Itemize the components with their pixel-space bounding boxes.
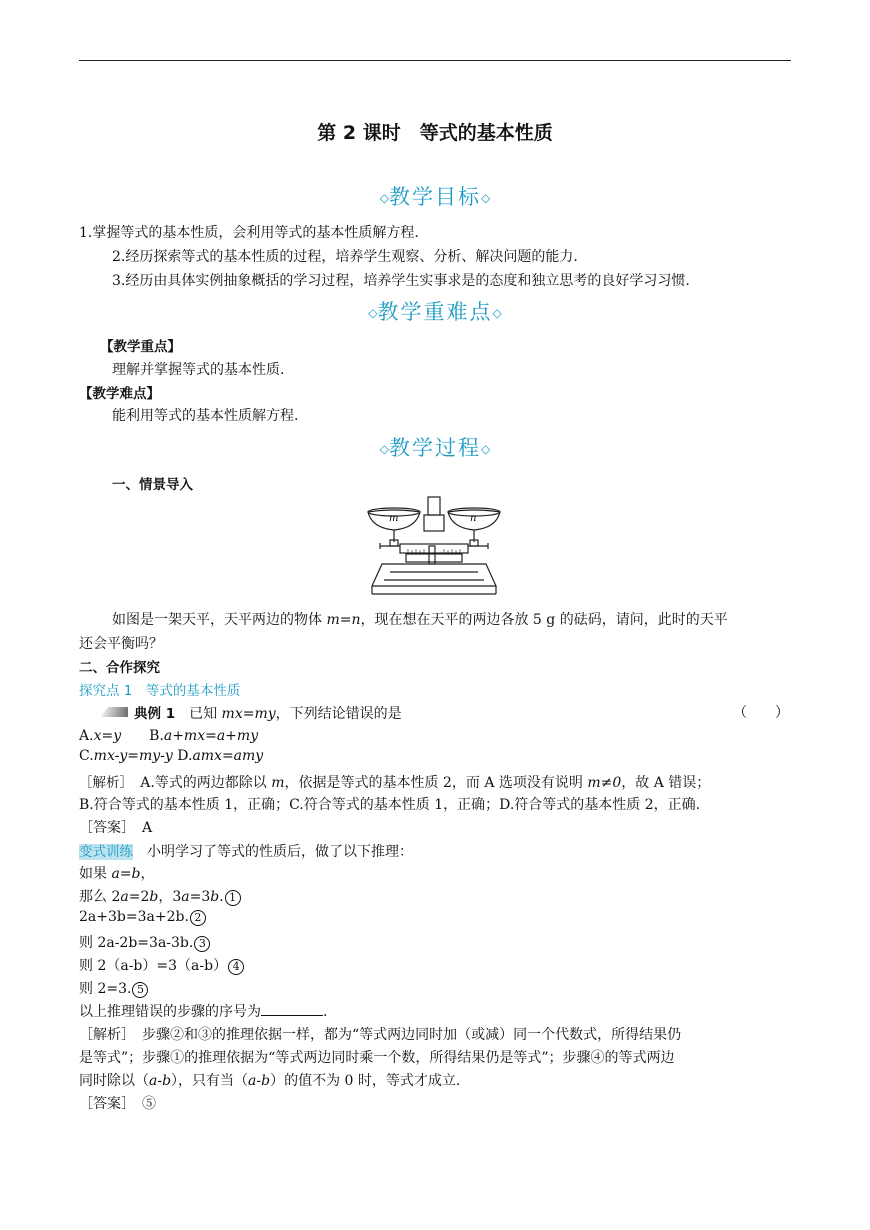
right-pan-label: n bbox=[470, 513, 477, 524]
answer-value: A bbox=[142, 820, 153, 836]
diamond-icon: ◇ bbox=[481, 442, 491, 456]
example-analysis-line2: B.符合等式的基本性质 1，正确；C.符合等式的基本性质 1，正确；D.符合等式的基本性质 2，正确. bbox=[79, 797, 701, 813]
diamond-icon: ◇ bbox=[368, 306, 378, 320]
example-label: 典例 1 bbox=[134, 706, 176, 722]
variant-l2a: 那么 2 bbox=[79, 889, 121, 905]
step-1-marker: 1 bbox=[225, 890, 241, 906]
difficulty-label: 【教学难点】 bbox=[79, 386, 160, 402]
variant-analysis-3d: a-b bbox=[248, 1073, 271, 1089]
part1-text-line2: 还会平衡吗？ bbox=[79, 636, 163, 652]
variant-line-3 bbox=[79, 909, 206, 926]
analysis-1c: ，故 A 错误； bbox=[621, 775, 711, 791]
variant-answer-label: ［答案］ bbox=[79, 1096, 128, 1112]
variant-analysis-label: ［解析］ bbox=[79, 1027, 128, 1043]
variant-l1a: 如果 bbox=[79, 866, 112, 882]
part1-text-b: ，现在想在天平的两边各放 5 g 的砝码，请问，此时的天平 bbox=[360, 612, 728, 628]
variant-question-end: . bbox=[323, 1004, 328, 1020]
variant-line-5 bbox=[79, 955, 244, 975]
part1-equation: m=n bbox=[326, 612, 361, 628]
diamond-icon: ◇ bbox=[481, 191, 491, 205]
example-equation: mx=my bbox=[221, 706, 276, 722]
section-goals bbox=[0, 181, 870, 211]
variant-l2f: a bbox=[181, 889, 190, 905]
option-c: mx-y=my-y bbox=[93, 748, 173, 764]
variant-line-2 bbox=[79, 886, 241, 906]
variant-l5: 则 2（a-b）=3（a-b） bbox=[79, 958, 228, 974]
variant-intro bbox=[79, 840, 413, 861]
section-key-points bbox=[0, 296, 870, 326]
variant-l2h: b bbox=[210, 889, 220, 905]
step-2-marker: 2 bbox=[190, 910, 206, 926]
option-d: amx=amy bbox=[192, 748, 264, 764]
variant-analysis-3c: ），只有当（ bbox=[171, 1073, 249, 1089]
analysis-condition: m≠0 bbox=[587, 775, 622, 791]
variant-l4: 则 2a-2b=3a-3b. bbox=[79, 935, 194, 951]
option-a: x=y bbox=[93, 728, 122, 744]
variant-l2i: . bbox=[219, 889, 224, 905]
variant-intro-text: 小明学习了等式的性质后，做了以下推理： bbox=[147, 844, 413, 860]
variant-l1b: ， bbox=[140, 866, 155, 882]
variant-analysis-line3 bbox=[79, 1070, 460, 1090]
example-analysis-line1 bbox=[79, 771, 710, 792]
variant-question bbox=[79, 1001, 327, 1021]
diamond-icon: ◇ bbox=[379, 191, 389, 205]
variant-answer-value: ⑤ bbox=[142, 1096, 156, 1112]
example-tag-icon bbox=[100, 707, 128, 717]
variant-line-1 bbox=[79, 863, 155, 883]
variant-analysis-3a: 同时除以（ bbox=[79, 1073, 149, 1089]
options-cd bbox=[79, 748, 263, 764]
step-3-marker: 3 bbox=[194, 936, 210, 952]
section-process-label: 教学过程 bbox=[389, 436, 481, 460]
variant-answer bbox=[79, 1093, 156, 1113]
variant-l2g: =3 bbox=[189, 889, 211, 905]
variant-question-text: 以上推理错误的步骤的序号为 bbox=[79, 1004, 261, 1020]
goal-2: 2.经历探索等式的基本性质的过程，培养学生观察、分析、解决问题的能力. bbox=[112, 249, 578, 265]
variant-l2e: ，3 bbox=[158, 889, 182, 905]
variant-label: 变式训练 bbox=[79, 844, 133, 860]
variant-line-4 bbox=[79, 932, 210, 952]
variant-line-6 bbox=[79, 978, 148, 998]
option-b-label: B. bbox=[149, 728, 164, 744]
variant-analysis-line2: 是等式”；步骤①的推理依据为“等式两边同时乘一个数，所得结果仍是等式”；步骤④的等式两边 bbox=[79, 1050, 675, 1066]
answer-paren: （ ） bbox=[733, 705, 789, 721]
option-d-label: D. bbox=[177, 748, 193, 764]
section-key-label: 教学重难点 bbox=[377, 300, 493, 324]
part1-heading: 一、情景导入 bbox=[112, 477, 193, 493]
example-text-a: 已知 bbox=[189, 706, 222, 722]
left-pan-label: m bbox=[389, 513, 399, 524]
option-a-label: A. bbox=[79, 728, 94, 744]
option-b: a+mx=a+my bbox=[163, 728, 259, 744]
difficulty-text: 能利用等式的基本性质解方程. bbox=[112, 408, 299, 424]
variant-l2d: b bbox=[149, 889, 159, 905]
example-answer bbox=[79, 817, 152, 837]
options-ab bbox=[79, 725, 258, 745]
variant-l2c: =2 bbox=[128, 889, 150, 905]
analysis-1a: A.等式的两边都除以 bbox=[140, 775, 272, 791]
part1-text-a: 如图是一架天平，天平两边的物体 bbox=[112, 612, 327, 628]
step-4-marker: 4 bbox=[228, 959, 244, 975]
section-goals-label: 教学目标 bbox=[389, 185, 481, 209]
analysis-label: ［解析］ bbox=[79, 775, 127, 791]
variant-l1-eq: a=b bbox=[111, 866, 141, 882]
diamond-icon: ◇ bbox=[492, 306, 502, 320]
explore-point: 探究点 1 等式的基本性质 bbox=[79, 683, 241, 699]
step-5-marker: 5 bbox=[132, 982, 148, 998]
variant-l3: 2a+3b=3a+2b. bbox=[79, 909, 189, 925]
variant-l2b: a bbox=[120, 889, 129, 905]
answer-blank bbox=[261, 1003, 323, 1016]
page-title: 第 2 课时 等式的基本性质 bbox=[317, 122, 553, 144]
variant-analysis-3b: a-b bbox=[149, 1073, 172, 1089]
goal-3: 3.经历由具体实例抽象概括的学习过程，培养学生实事求是的态度和独立思考的良好学习习惯. bbox=[112, 273, 690, 289]
header-rule bbox=[79, 60, 791, 61]
goal-1: 1.掌握等式的基本性质，会利用等式的基本性质解方程. bbox=[79, 225, 419, 241]
part2-heading: 二、合作探究 bbox=[79, 660, 160, 676]
variant-analysis-line1 bbox=[79, 1024, 681, 1044]
focus-label: 【教学重点】 bbox=[100, 339, 181, 355]
answer-label: ［答案］ bbox=[79, 820, 128, 836]
variant-analysis-1: 步骤②和③的推理依据一样，都为“等式两边同时加（或减）同一个代数式，所得结果仍 bbox=[142, 1027, 682, 1043]
focus-text: 理解并掌握等式的基本性质. bbox=[112, 362, 285, 378]
analysis-1b: ，依据是等式的基本性质 2，而 A 选项没有说明 bbox=[284, 775, 588, 791]
section-process bbox=[0, 432, 870, 462]
variant-l6: 则 2=3. bbox=[79, 981, 132, 997]
example-1 bbox=[100, 702, 402, 723]
part1-text-line1 bbox=[112, 609, 728, 629]
variant-analysis-3e: ）的值不为 0 时，等式才成立. bbox=[270, 1073, 461, 1089]
diamond-icon: ◇ bbox=[379, 442, 389, 456]
analysis-m: m bbox=[271, 775, 285, 791]
example-text-b: ，下列结论错误的是 bbox=[275, 706, 402, 722]
balance-scale-figure bbox=[360, 494, 510, 599]
option-c-label: C. bbox=[79, 748, 94, 764]
